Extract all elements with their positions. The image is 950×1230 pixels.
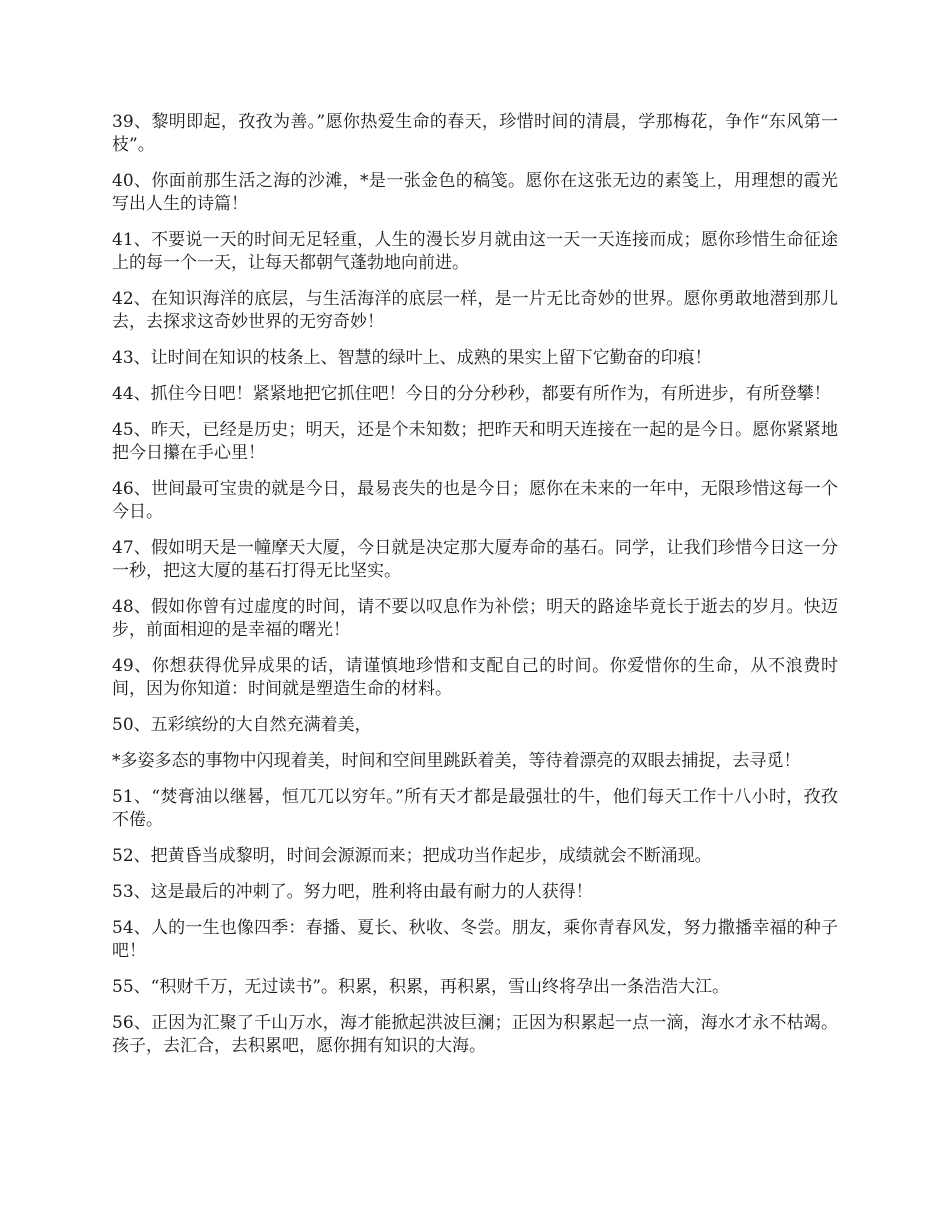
paragraph-43: 43、让时间在知识的枝条上、智慧的绿叶上、成熟的果实上留下它勤奋的印痕！ xyxy=(112,348,712,368)
paragraph-49: 49、你想获得优异成果的话，请谨慎地珍惜和支配自己的时间。你爱惜你的生命，从不浪费时间，因为你知道：时间就是塑造生命的材料。 xyxy=(112,656,838,699)
paragraph-50: 50、五彩缤纷的大自然充满着美， xyxy=(112,715,372,735)
paragraph-45: 45、昨天，已经是历史；明天，还是个未知数；把昨天和明天连接在一起的是今日。愿你紧紧地把今日攥在手心里！ xyxy=(112,420,838,463)
paragraph-52: 52、把黄昏当成黎明，时间会源源而来；把成功当作起步，成绩就会不断涌现。 xyxy=(112,846,712,866)
paragraph-53: 53、这是最后的冲刺了。努力吧，胜利将由最有耐力的人获得！ xyxy=(112,882,593,902)
document-body xyxy=(112,111,838,1071)
paragraph-56: 56、正因为汇聚了千山万水，海才能掀起洪波巨澜；正因为积累起一点一滴，海水才永不枯竭。孩子，去汇合，去积累吧，愿你拥有知识的大海。 xyxy=(112,1013,838,1056)
paragraph-48: 48、假如你曾有过虚度的时间，请不要以叹息作为补偿；明天的路途毕竟长于逝去的岁月。快迈步，前面相迎的是幸福的曙光！ xyxy=(112,597,838,640)
paragraph-40: 40、你面前那生活之海的沙滩，*是一张金色的稿笺。愿你在这张无边的素笺上，用理想的霞光写出人生的诗篇！ xyxy=(112,171,838,214)
paragraph-42: 42、在知识海洋的底层，与生活海洋的底层一样，是一片无比奇妙的世界。愿你勇敢地潜到那儿去，去探求这奇妙世界的无穷奇妙！ xyxy=(112,289,838,332)
paragraph-41: 41、不要说一天的时间无足轻重，人生的漫长岁月就由这一天一天连接而成；愿你珍惜生命征途上的每一个一天，让每天都朝气蓬勃地向前进。 xyxy=(112,230,838,273)
paragraph-54: 54、人的一生也像四季：春播、夏长、秋收、冬尝。朋友，乘你青春风发，努力撒播幸福的种子吧！ xyxy=(112,918,838,961)
paragraph-51: 51、“焚膏油以继晷，恒兀兀以穷年。”所有天才都是最强壮的牛，他们每天工作十八小时，孜孜不倦。 xyxy=(112,787,838,830)
paragraph-46: 46、世间最可宝贵的就是今日，最易丧失的也是今日；愿你在未来的一年中，无限珍惜这每一个今日。 xyxy=(112,479,838,522)
paragraph-44: 44、抓住今日吧！紧紧地把它抓住吧！今日的分分秒秒，都要有所作为，有所进步，有所登攀！ xyxy=(112,384,831,404)
paragraph-50-continued: *多姿多态的事物中闪现着美，时间和空间里跳跃着美，等待着漂亮的双眼去捕捉，去寻觅！ xyxy=(112,751,801,771)
paragraph-55: 55、“积财千万，无过读书”。积累，积累，再积累，雪山终将孕出一条浩浩大江。 xyxy=(112,977,730,997)
paragraph-47: 47、假如明天是一幢摩天大厦，今日就是决定那大厦寿命的基石。同学，让我们珍惜今日这一分一秒，把这大厦的基石打得无比坚实。 xyxy=(112,538,838,581)
paragraph-39: 39、黎明即起，孜孜为善。”愿你热爱生命的春天，珍惜时间的清晨，学那梅花，争作“东风第一枝”。 xyxy=(112,112,838,155)
